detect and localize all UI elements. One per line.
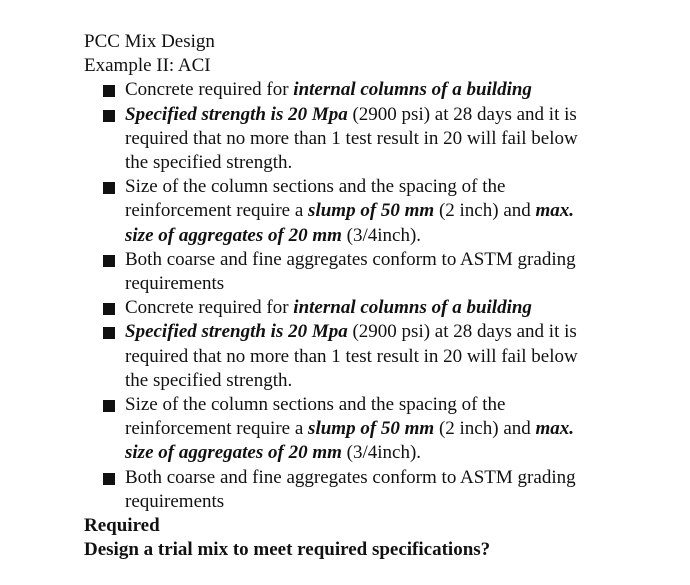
bullet-list — [103, 78, 663, 514]
text-segment: (2 inch) and — [434, 418, 536, 440]
square-bullet-icon — [103, 473, 115, 485]
bullet-item — [103, 78, 663, 102]
bullet-line — [125, 369, 663, 393]
bullet-line — [125, 151, 663, 175]
text-segment: (2900 psi) at 28 days and it is — [347, 321, 577, 343]
emphasized-text: size of aggregates of 20 mm — [125, 442, 342, 464]
bullet-item — [103, 248, 663, 296]
bullet-line — [125, 248, 663, 272]
emphasized-text: internal columns of a building — [293, 297, 532, 319]
bullet-item — [103, 466, 663, 514]
text-segment: requirements — [125, 273, 225, 295]
bullet-line — [125, 127, 663, 151]
bullet-line — [125, 417, 663, 441]
square-bullet-icon — [103, 182, 115, 194]
bullet-item — [103, 296, 663, 320]
bullet-line — [125, 78, 663, 102]
text-segment: Size of the column sections and the spacing of the — [125, 394, 506, 416]
square-bullet-icon — [103, 255, 115, 267]
text-segment: requirements — [125, 490, 225, 512]
required-block — [84, 514, 490, 562]
bullet-line — [125, 466, 663, 490]
bullet-line — [125, 103, 663, 127]
document-title: PCC Mix Design — [84, 31, 215, 52]
example-subtitle: Example II: ACI — [84, 55, 211, 77]
square-bullet-icon — [103, 327, 115, 339]
text-segment: reinforcement require a — [125, 200, 309, 222]
text-segment: the specified strength. — [125, 152, 293, 173]
bullet-line — [125, 199, 663, 223]
square-bullet-icon — [103, 110, 115, 122]
text-segment: (3/4inch). — [341, 224, 422, 246]
text-segment: Both coarse and fine aggregates conform to ASTM grading — [125, 248, 576, 270]
bullet-item — [103, 320, 663, 393]
emphasized-text: Specified strength is 20 Mpa — [125, 321, 348, 343]
bullet-line — [125, 393, 663, 417]
square-bullet-icon — [103, 303, 115, 315]
square-bullet-icon — [103, 400, 115, 412]
text-segment: (2900 psi) at 28 days and it is — [347, 103, 577, 125]
emphasized-text: max. — [535, 200, 575, 222]
emphasized-text: slump of 50 mm — [308, 418, 435, 440]
bullet-line — [125, 175, 663, 199]
bullet-line — [125, 441, 663, 465]
bullet-line — [125, 224, 663, 248]
emphasized-text: max. — [535, 418, 575, 440]
text-segment: required that no more than 1 test result in 20 will fail below — [125, 127, 578, 149]
bullet-item — [103, 393, 663, 466]
emphasized-text: size of aggregates of 20 mm — [125, 224, 342, 246]
bullet-line — [125, 272, 663, 296]
text-segment: required that no more than 1 test result in 20 will fail below — [125, 345, 578, 367]
bullet-line — [125, 490, 663, 514]
text-segment: Concrete required for — [125, 79, 294, 101]
bullet-item — [103, 175, 663, 248]
heading-block — [84, 30, 215, 78]
bullet-item — [103, 103, 663, 176]
emphasized-text: slump of 50 mm — [308, 200, 435, 222]
square-bullet-icon — [103, 85, 115, 97]
bullet-line — [125, 345, 663, 369]
text-segment: Size of the column sections and the spacing of the — [125, 176, 506, 198]
bullet-line — [125, 320, 663, 344]
text-segment: (2 inch) and — [434, 200, 536, 222]
emphasized-text: Specified strength is 20 Mpa — [125, 103, 348, 125]
text-segment: Concrete required for — [125, 297, 294, 319]
text-segment: the specified strength. — [125, 369, 293, 391]
bullet-line — [125, 296, 663, 320]
required-question: Design a trial mix to meet required specifications? — [84, 539, 491, 561]
text-segment: (3/4inch). — [341, 442, 422, 464]
text-segment: reinforcement require a — [125, 418, 309, 440]
text-segment: Both coarse and fine aggregates conform to ASTM grading — [125, 466, 576, 488]
required-label: Required — [84, 515, 160, 536]
emphasized-text: internal columns of a building — [293, 79, 532, 101]
